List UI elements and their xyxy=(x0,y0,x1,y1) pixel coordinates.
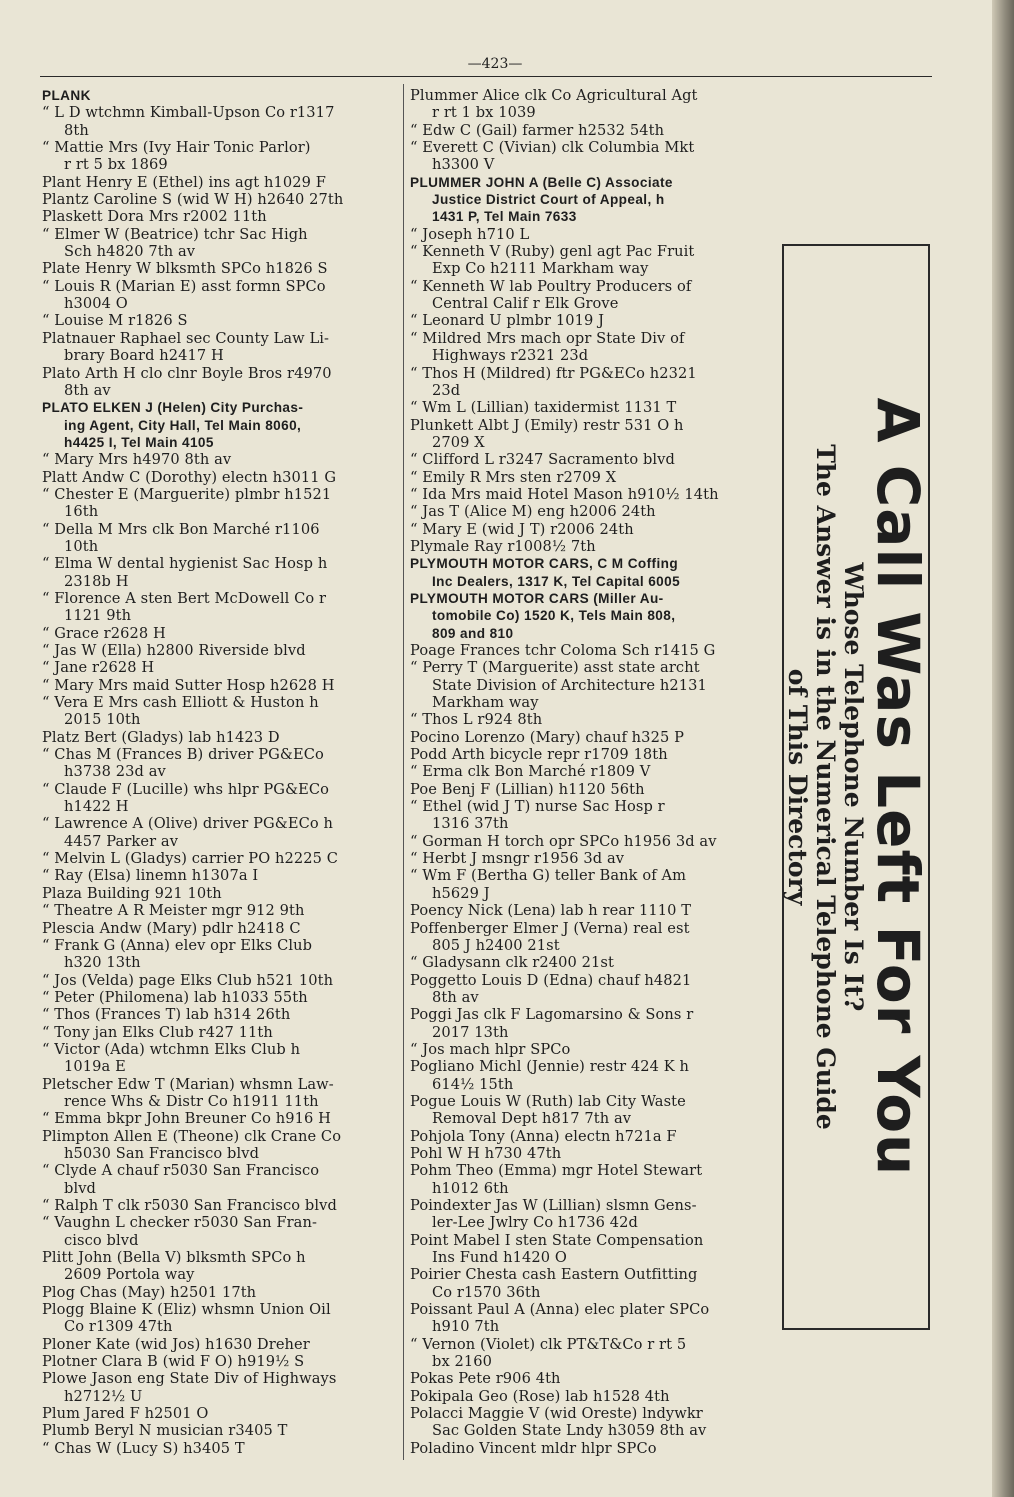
directory-entry xyxy=(410,1128,766,1145)
directory-entry xyxy=(42,139,398,174)
directory-entry xyxy=(42,1301,398,1336)
entry-text: PLYMOUTH MOTOR CARS, C M Coffing xyxy=(410,556,679,572)
entry-continuation: h3004 O xyxy=(64,295,128,313)
directory-entry xyxy=(410,711,766,728)
entry-text: “ Mary E (wid J T) r2006 24th xyxy=(410,520,634,538)
directory-entry xyxy=(410,417,766,452)
entry-continuation: Co r1570 36th xyxy=(432,1283,541,1301)
directory-entry xyxy=(42,1370,398,1405)
directory-entry xyxy=(410,763,766,780)
directory-entry xyxy=(42,191,398,208)
entry-text: “ Mary Mrs h4970 8th av xyxy=(42,451,232,469)
entry-text: “ Herbt J msngr r1956 3d av xyxy=(410,850,625,868)
entry-text: “ Grace r2628 H xyxy=(42,624,166,642)
entry-text: “ Thos L r924 8th xyxy=(410,711,543,729)
entry-continuation: rence Whs & Distr Co h1911 11th xyxy=(64,1092,319,1110)
entry-text: Plant Henry E (Ethel) ins agt h1029 F xyxy=(42,173,326,191)
directory-entry xyxy=(410,1041,766,1058)
entry-continuation: Exp Co h2111 Markham way xyxy=(432,260,649,278)
entry-continuation: h5629 J xyxy=(432,884,490,902)
directory-entry xyxy=(42,850,398,867)
entry-text: Poindexter Jas W (Lillian) slsmn Gens- xyxy=(410,1197,697,1214)
entry-continuation: h5030 San Francisco blvd xyxy=(64,1144,260,1162)
directory-entry xyxy=(42,1214,398,1249)
entry-continuation: 805 J h2400 21st xyxy=(432,936,560,954)
directory-entry xyxy=(410,1336,766,1371)
entry-text: Pletscher Edw T (Marian) whsmn Law- xyxy=(42,1075,334,1093)
directory-entry xyxy=(42,1110,398,1127)
entry-text: Plescia Andw (Mary) pdlr h2418 C xyxy=(42,919,301,937)
entry-text: Poissant Paul A (Anna) elec plater SPCo xyxy=(410,1301,710,1319)
entry-text: Poirier Chesta cash Eastern Outfitting xyxy=(410,1266,698,1284)
entry-text: Plate Henry W blksmth SPCo h1826 S xyxy=(42,260,328,278)
directory-entry xyxy=(42,260,398,277)
directory-entry xyxy=(410,278,766,313)
directory-entry xyxy=(42,590,398,625)
directory-entry xyxy=(410,746,766,763)
directory-entry xyxy=(42,1249,398,1284)
entry-text: “ Florence A sten Bert McDowell Co r xyxy=(42,589,327,607)
directory-entry xyxy=(410,226,766,243)
entry-text: “ Theatre A R Meister mgr 912 9th xyxy=(42,902,305,920)
entry-continuation: r rt 5 bx 1869 xyxy=(64,156,168,174)
ad-headline: A Call Was Left For You xyxy=(864,397,932,1177)
directory-entry xyxy=(410,1440,766,1457)
directory-entry xyxy=(42,486,398,521)
entry-text: Platnauer Raphael sec County Law Li- xyxy=(42,329,330,347)
directory-entry xyxy=(410,521,766,538)
entry-continuation: brary Board h2417 H xyxy=(64,347,224,365)
entry-continuation: h3300 V xyxy=(432,156,495,174)
directory-entry xyxy=(42,937,398,972)
entry-text: PLUMMER JOHN A (Belle C) Associate xyxy=(410,174,673,190)
entry-text: “ Jas T (Alice M) eng h2006 24th xyxy=(410,503,656,521)
entry-continuation: 1316 37th xyxy=(432,815,509,833)
directory-entry xyxy=(410,365,766,400)
entry-continuation: Markham way xyxy=(432,694,539,712)
directory-entry xyxy=(410,1197,766,1232)
entry-text: “ Chas M (Frances B) driver PG&ECo xyxy=(42,746,324,764)
entry-text: Plotner Clara B (wid F O) h919½ S xyxy=(42,1353,305,1371)
directory-entry xyxy=(410,243,766,278)
directory-entry xyxy=(42,1336,398,1353)
entry-text: Poladino Vincent mldr hlpr SPCo xyxy=(410,1439,657,1457)
entry-text: Poggi Jas clk F Lagomarsino & Sons r xyxy=(410,1006,694,1024)
entry-text: “ Mildred Mrs mach opr State Div of xyxy=(410,329,685,347)
entry-continuation: ing Agent, City Hall, Tel Main 8060, xyxy=(64,417,302,433)
directory-entry xyxy=(42,1128,398,1163)
entry-continuation: r rt 1 bx 1039 xyxy=(432,104,536,122)
entry-continuation: 2015 10th xyxy=(64,711,141,729)
advertisement-box xyxy=(782,244,930,1330)
entry-text: PLANK xyxy=(42,88,91,103)
entry-text: Plowe Jason eng State Div of Highways xyxy=(42,1370,337,1388)
directory-entry xyxy=(42,469,398,486)
directory-entry xyxy=(410,729,766,746)
entry-text: Pohjola Tony (Anna) electn h721a F xyxy=(410,1127,677,1145)
entry-text: Poage Frances tchr Coloma Sch r1415 G xyxy=(410,642,716,659)
entry-text: “ Ralph T clk r5030 San Francisco blvd xyxy=(42,1197,337,1214)
entry-text: Plato Arth H clo clnr Boyle Bros r4970 xyxy=(42,364,332,382)
entry-text: “ Victor (Ada) wtchmn Elks Club h xyxy=(42,1040,301,1058)
directory-entry xyxy=(42,1162,398,1197)
directory-entry xyxy=(410,1162,766,1197)
directory-entry xyxy=(410,1006,766,1041)
entry-text: Ploner Kate (wid Jos) h1630 Dreher xyxy=(42,1335,310,1353)
directory-entry xyxy=(410,1301,766,1336)
directory-entry xyxy=(42,1284,398,1301)
entry-text: “ Mattie Mrs (Ivy Hair Tonic Parlor) xyxy=(42,139,311,157)
directory-entry xyxy=(410,486,766,503)
entry-continuation: Central Calif r Elk Grove xyxy=(432,295,619,313)
directory-entry xyxy=(42,989,398,1006)
directory-entry xyxy=(42,365,398,400)
entry-text: Pocino Lorenzo (Mary) chauf h325 P xyxy=(410,728,684,746)
entry-text: “ Jas W (Ella) h2800 Riverside blvd xyxy=(42,642,306,659)
directory-entry xyxy=(42,1076,398,1111)
entry-continuation: h1012 6th xyxy=(432,1179,509,1197)
entry-text: Plaza Building 921 10th xyxy=(42,884,222,902)
directory-entry xyxy=(410,920,766,955)
ad-subline-3: of This Directory xyxy=(783,668,812,906)
entry-continuation: 16th xyxy=(64,503,99,521)
entry-text: “ Claude F (Lucille) whs hlpr PG&ECo xyxy=(42,780,330,798)
entry-text: Plunkett Albt J (Emily) restr 531 O h xyxy=(410,416,684,434)
entry-continuation: 1431 P, Tel Main 7633 xyxy=(432,209,577,225)
entry-text: “ Vera E Mrs cash Elliott & Huston h xyxy=(42,694,319,712)
entry-text: Pokas Pete r906 4th xyxy=(410,1370,561,1388)
entry-text: Podd Arth bicycle repr r1709 18th xyxy=(410,746,668,764)
directory-entry xyxy=(42,885,398,902)
entry-continuation: 2318b H xyxy=(64,572,129,590)
directory-entry xyxy=(410,781,766,798)
directory-entry xyxy=(42,659,398,676)
directory-entry xyxy=(42,815,398,850)
book-binding-edge xyxy=(992,0,1014,1497)
directory-entry xyxy=(410,850,766,867)
directory-entry xyxy=(410,399,766,416)
directory-entry xyxy=(42,1353,398,1370)
directory-entry xyxy=(42,1006,398,1023)
entry-text: “ Leonard U plmbr 1019 J xyxy=(410,312,605,330)
entry-text: “ Jane r2628 H xyxy=(42,659,155,677)
entry-continuation: h910 7th xyxy=(432,1318,500,1336)
directory-entry xyxy=(42,694,398,729)
entry-text: “ Frank G (Anna) elev opr Elks Club xyxy=(42,936,313,954)
directory-entry xyxy=(410,642,766,659)
directory-entry xyxy=(410,1058,766,1093)
directory-entry xyxy=(410,1388,766,1405)
directory-entry xyxy=(42,330,398,365)
entry-continuation: 10th xyxy=(64,537,99,555)
directory-entry xyxy=(42,746,398,781)
directory-entry xyxy=(410,330,766,365)
page-number: —423— xyxy=(467,56,523,72)
ad-subline-2: The Answer is in the Numerical Telephone Guide xyxy=(811,444,840,1130)
entry-text: Plum Jared F h2501 O xyxy=(42,1405,209,1423)
entry-text: Pokipala Geo (Rose) lab h1528 4th xyxy=(410,1387,670,1405)
entry-text: “ Gorman H torch opr SPCo h1956 3d av xyxy=(410,832,717,850)
entry-text: PLYMOUTH MOTOR CARS (Miller Au- xyxy=(410,590,664,606)
entry-text: Poffenberger Elmer J (Verna) real est xyxy=(410,919,690,937)
entry-text: Plitt John (Bella V) blksmth SPCo h xyxy=(42,1249,306,1267)
entry-text: Pohl W H h730 47th xyxy=(410,1144,562,1162)
directory-entry xyxy=(410,87,766,122)
directory-entry xyxy=(42,226,398,261)
entry-text: Plymale Ray r1008½ 7th xyxy=(410,537,596,555)
entry-text: PLATO ELKEN J (Helen) City Purchas- xyxy=(42,400,304,416)
directory-entry xyxy=(42,174,398,191)
directory-entry xyxy=(42,1024,398,1041)
entry-continuation: 8th xyxy=(64,121,89,139)
entry-continuation: 2017 13th xyxy=(432,1023,509,1041)
directory-entry xyxy=(410,312,766,329)
directory-entry xyxy=(410,1145,766,1162)
entry-text: “ Everett C (Vivian) clk Columbia Mkt xyxy=(410,139,695,157)
entry-text: Plummer Alice clk Co Agricultural Agt xyxy=(410,87,698,104)
entry-text: Plimpton Allen E (Theone) clk Crane Co xyxy=(42,1127,342,1145)
entry-continuation: 23d xyxy=(432,381,461,399)
column-divider xyxy=(403,84,404,1460)
directory-entry xyxy=(410,954,766,971)
entry-text: Plumb Beryl N musician r3405 T xyxy=(42,1422,288,1440)
entry-text: Poency Nick (Lena) lab h rear 1110 T xyxy=(410,902,692,920)
entry-text: “ Clyde A chauf r5030 San Francisco xyxy=(42,1162,320,1180)
directory-entry xyxy=(410,833,766,850)
directory-entry xyxy=(410,469,766,486)
entry-continuation: Justice District Court of Appeal, h xyxy=(432,192,665,208)
entry-text: Plogg Blaine K (Eliz) whsmn Union Oil xyxy=(42,1301,331,1319)
entry-text: “ Gladysann clk r2400 21st xyxy=(410,954,614,972)
entry-text: Polacci Maggie V (wid Oreste) lndywkr xyxy=(410,1405,703,1423)
directory-entry xyxy=(42,625,398,642)
directory-entry xyxy=(42,521,398,556)
entry-text: “ Kenneth V (Ruby) genl agt Pac Fruit xyxy=(410,243,695,261)
directory-entry xyxy=(42,312,398,329)
directory-entry xyxy=(42,1041,398,1076)
directory-entry xyxy=(42,1405,398,1422)
entry-continuation: h4425 I, Tel Main 4105 xyxy=(64,434,214,450)
entry-text: “ Mary Mrs maid Sutter Hosp h2628 H xyxy=(42,676,335,694)
entry-text: “ Elma W dental hygienist Sac Hosp h xyxy=(42,555,328,573)
entry-text: Plaskett Dora Mrs r2002 11th xyxy=(42,208,267,226)
entry-continuation: 614½ 15th xyxy=(432,1075,514,1093)
entry-continuation: Inc Dealers, 1317 K, Tel Capital 6005 xyxy=(432,573,681,589)
entry-text: “ Peter (Philomena) lab h1033 55th xyxy=(42,988,308,1006)
entry-text: “ Chester E (Marguerite) plmbr h1521 xyxy=(42,485,332,503)
directory-entry xyxy=(410,139,766,174)
directory-entry xyxy=(42,104,398,139)
entry-text: “ Thos (Frances T) lab h314 26th xyxy=(42,1006,291,1024)
directory-entry xyxy=(42,1422,398,1439)
directory-entry xyxy=(42,399,398,451)
entry-continuation: 2609 Portola way xyxy=(64,1266,195,1284)
directory-entry xyxy=(410,1370,766,1387)
entry-text: Pogue Louis W (Ruth) lab City Waste xyxy=(410,1092,686,1110)
entry-text: “ Wm F (Bertha G) teller Bank of Am xyxy=(410,867,687,885)
entry-text: “ Emily R Mrs sten r2709 X xyxy=(410,468,617,486)
entry-text: “ Louis R (Marian E) asst formn SPCo xyxy=(42,277,326,295)
entry-text: Platt Andw C (Dorothy) electn h3011 G xyxy=(42,468,337,486)
entry-continuation: Co r1309 47th xyxy=(64,1318,173,1336)
entry-text: Pogliano Michl (Jennie) restr 424 K h xyxy=(410,1058,690,1076)
entry-text: “ Melvin L (Gladys) carrier PO h2225 C xyxy=(42,850,339,868)
directory-entry xyxy=(42,1197,398,1214)
directory-entry xyxy=(410,867,766,902)
entry-continuation: Sch h4820 7th av xyxy=(64,243,196,261)
entry-continuation: Ins Fund h1420 O xyxy=(432,1249,567,1267)
entry-continuation: Sac Golden State Lndy h3059 8th av xyxy=(432,1422,707,1440)
directory-entry xyxy=(410,1232,766,1267)
entry-text: “ Tony jan Elks Club r427 11th xyxy=(42,1023,273,1041)
entry-continuation: bx 2160 xyxy=(432,1353,493,1371)
entry-continuation: 1019a E xyxy=(64,1058,126,1076)
directory-entry xyxy=(410,538,766,555)
directory-entry xyxy=(410,1093,766,1128)
directory-entry xyxy=(410,174,766,226)
entry-continuation: 8th av xyxy=(64,381,111,399)
directory-entry xyxy=(42,208,398,225)
entry-continuation: blvd xyxy=(64,1179,96,1197)
entry-text: Plog Chas (May) h2501 17th xyxy=(42,1283,257,1301)
entry-text: “ Jos mach hlpr SPCo xyxy=(410,1040,571,1058)
entry-text: “ Clifford L r3247 Sacramento blvd xyxy=(410,451,675,469)
directory-entry xyxy=(42,1440,398,1457)
directory-entry xyxy=(410,798,766,833)
entry-text: “ Wm L (Lillian) taxidermist 1131 T xyxy=(410,399,677,417)
entry-continuation: 2709 X xyxy=(432,433,485,451)
entry-text: Poggetto Louis D (Edna) chauf h4821 xyxy=(410,971,692,989)
directory-entry xyxy=(410,659,766,711)
directory-entry xyxy=(42,555,398,590)
entry-text: “ Jos (Velda) page Elks Club h521 10th xyxy=(42,971,334,989)
entry-text: “ L D wtchmn Kimball-Upson Co r1317 xyxy=(42,104,335,122)
entry-text: “ Ida Mrs maid Hotel Mason h910½ 14th xyxy=(410,485,719,503)
directory-entry xyxy=(42,920,398,937)
directory-entry xyxy=(42,642,398,659)
entry-text: Poe Benj F (Lillian) h1120 56th xyxy=(410,780,645,798)
header-rule xyxy=(40,76,932,77)
directory-entry xyxy=(410,972,766,1007)
directory-entry xyxy=(410,902,766,919)
directory-entry xyxy=(42,867,398,884)
advertisement-content xyxy=(783,267,932,1307)
entry-text: “ Vaughn L checker r5030 San Fran- xyxy=(42,1214,318,1232)
entry-text: “ Louise M r1826 S xyxy=(42,312,188,330)
entry-text: “ Thos H (Mildred) ftr PG&ECo h2321 xyxy=(410,364,697,382)
entry-text: “ Kenneth W lab Poultry Producers of xyxy=(410,277,692,295)
entry-text: “ Elmer W (Beatrice) tchr Sac High xyxy=(42,225,308,243)
entry-text: “ Vernon (Violet) clk PT&T&Co r rt 5 xyxy=(410,1335,687,1353)
entry-continuation: 1121 9th xyxy=(64,607,132,625)
directory-entry xyxy=(42,972,398,989)
entry-text: “ Joseph h710 L xyxy=(410,225,530,243)
directory-entry xyxy=(410,590,766,642)
entry-continuation: 809 and 810 xyxy=(432,625,514,641)
entry-continuation: h2712½ U xyxy=(64,1387,143,1405)
entry-continuation: h320 13th xyxy=(64,954,141,972)
entry-continuation: tomobile Co) 1520 K, Tels Main 808, xyxy=(432,608,676,624)
entry-continuation: Removal Dept h817 7th av xyxy=(432,1110,632,1128)
entry-text: “ Della M Mrs clk Bon Marché r1106 xyxy=(42,520,320,538)
entry-text: “ Chas W (Lucy S) h3405 T xyxy=(42,1439,245,1457)
directory-column-middle xyxy=(410,87,766,1457)
entry-text: “ Lawrence A (Olive) driver PG&ECo h xyxy=(42,815,334,833)
entry-continuation: Highways r2321 23d xyxy=(432,347,589,365)
directory-entry xyxy=(42,278,398,313)
directory-entry xyxy=(42,677,398,694)
directory-entry xyxy=(410,555,766,590)
ad-subline-1: Whose Telephone Number Is It? xyxy=(839,562,868,1012)
entry-text: Pohm Theo (Emma) mgr Hotel Stewart xyxy=(410,1162,703,1180)
entry-continuation: cisco blvd xyxy=(64,1231,139,1249)
entry-text: Platz Bert (Gladys) lab h1423 D xyxy=(42,728,280,746)
directory-entry xyxy=(42,87,398,104)
directory-entry xyxy=(410,1266,766,1301)
entry-text: Plantz Caroline S (wid W H) h2640 27th xyxy=(42,191,344,209)
directory-entry xyxy=(410,503,766,520)
entry-text: “ Emma bkpr John Breuner Co h916 H xyxy=(42,1110,331,1128)
entry-continuation: ler-Lee Jwlry Co h1736 42d xyxy=(432,1214,638,1232)
entry-text: “ Ethel (wid J T) nurse Sac Hosp r xyxy=(410,798,665,816)
entry-text: Point Mabel I sten State Compensation xyxy=(410,1231,704,1249)
entry-continuation: 4457 Parker av xyxy=(64,832,179,850)
directory-entry xyxy=(42,451,398,468)
entry-text: “ Erma clk Bon Marché r1809 V xyxy=(410,763,651,781)
directory-entry xyxy=(410,122,766,139)
entry-text: “ Ray (Elsa) linemn h1307a I xyxy=(42,867,259,885)
directory-column-left xyxy=(42,87,398,1457)
entry-continuation: h3738 23d av xyxy=(64,763,166,781)
entry-text: “ Edw C (Gail) farmer h2532 54th xyxy=(410,121,665,139)
directory-entry xyxy=(42,729,398,746)
directory-entry xyxy=(42,902,398,919)
entry-text: “ Perry T (Marguerite) asst state archt xyxy=(410,659,700,677)
entry-continuation: State Division of Architecture h2131 xyxy=(432,676,707,694)
directory-entry xyxy=(410,451,766,468)
directory-entry xyxy=(42,781,398,816)
entry-continuation: h1422 H xyxy=(64,798,129,816)
entry-continuation: 8th av xyxy=(432,988,479,1006)
directory-entry xyxy=(410,1405,766,1440)
